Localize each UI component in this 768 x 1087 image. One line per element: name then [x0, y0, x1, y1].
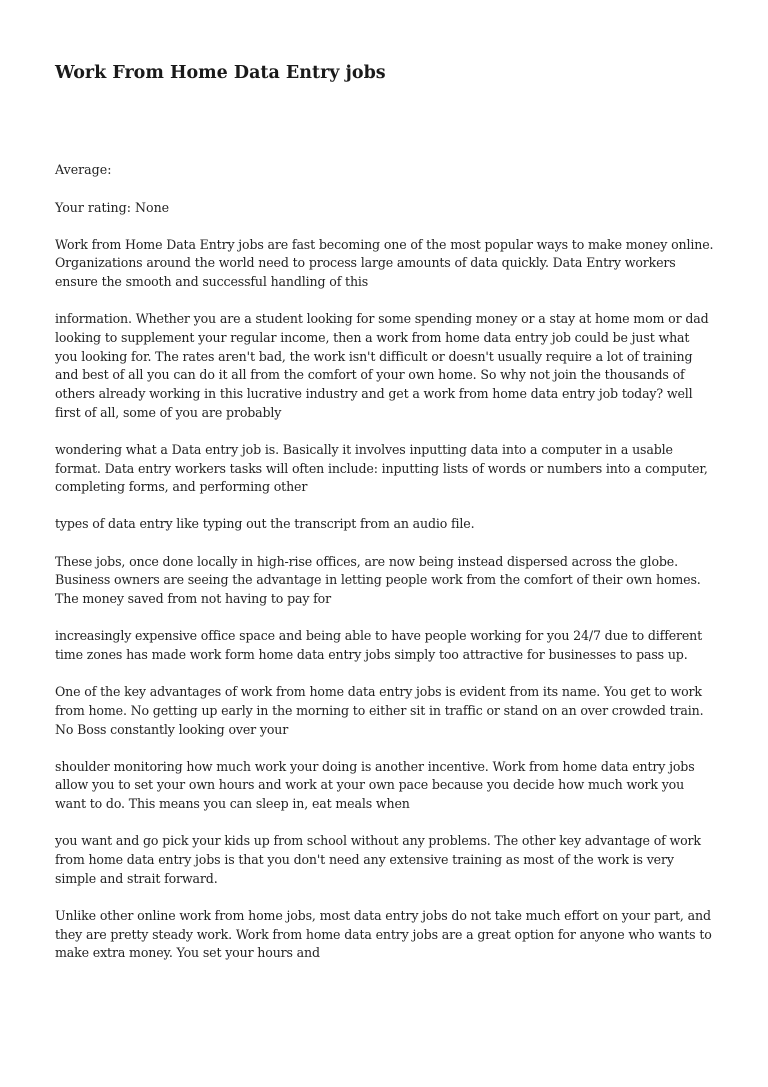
paragraph: increasingly expensive office space and being able to have people working for you 24/7 due to different time zones has made work form home data entry jobs simply too attractive for businesses to pass up.	[55, 628, 703, 662]
paragraph: information. Whether you are a student looking for some spending money or a stay at home mom or dad looking to supplement your regular income, then a work from home data entry job could be just what you looking for. The rates aren't bad, the work isn't difficult or doesn't usually require a lot of training and best of all you can do it all from the comfort of your own home. So why not join the thousands of others already working in this lucrative industry and get a work from home data entry job today? well first of all, some of you are probably	[55, 311, 709, 420]
average-rating-label: Average:	[55, 162, 112, 177]
paragraph: wondering what a Data entry job is. Basically it involves inputting data into a computer in a usable format. Data entry workers tasks will often include: inputting lists of words or numbers into a computer, completing forms, and performing other	[55, 441, 708, 495]
paragraph: One of the key advantages of work from home data entry jobs is evident from its name. You get to work from home. No getting up early in the morning to either sit in traffic or stand on an over crowded train. No Boss constantly looking over your	[55, 684, 704, 737]
paragraph: These jobs, once done locally in high-rise offices, are now being instead dispersed across the globe. Business owners are seeing the advantage in letting people work from the comfort of their own homes. The money saved from not having to pay for	[55, 553, 701, 607]
paragraph: you want and go pick your kids up from school without any problems. The other key advantage of work from home data entry jobs is that you don't need any extensive training as most of the work is very simple and strait forward.	[55, 833, 701, 886]
paragraph: Unlike other online work from home jobs, most data entry jobs do not take much effort on your part, and they are pretty steady work. Work from home data entry jobs are a great option for anyone who wants to make extra money. You set your hours and	[55, 907, 712, 961]
paragraph: types of data entry like typing out the transcript from an audio file.	[55, 516, 475, 532]
paragraph: shoulder monitoring how much work your doing is another incentive. Work from home data entry jobs allow you to set your own hours and work at your own pace because you decide how much work you want to do. This means you can sleep in, eat meals when	[55, 758, 695, 812]
your-rating-label: Your rating: None	[55, 200, 170, 215]
document-page	[55, 60, 715, 963]
page-title: Work From Home Data Entry jobs	[55, 63, 386, 83]
paragraph: Work from Home Data Entry jobs are fast becoming one of the most popular ways to make money online. Organizations around the world need to process large amounts of data quickly. Data Entry workers ensure the smooth and successful handling of this	[55, 236, 714, 289]
